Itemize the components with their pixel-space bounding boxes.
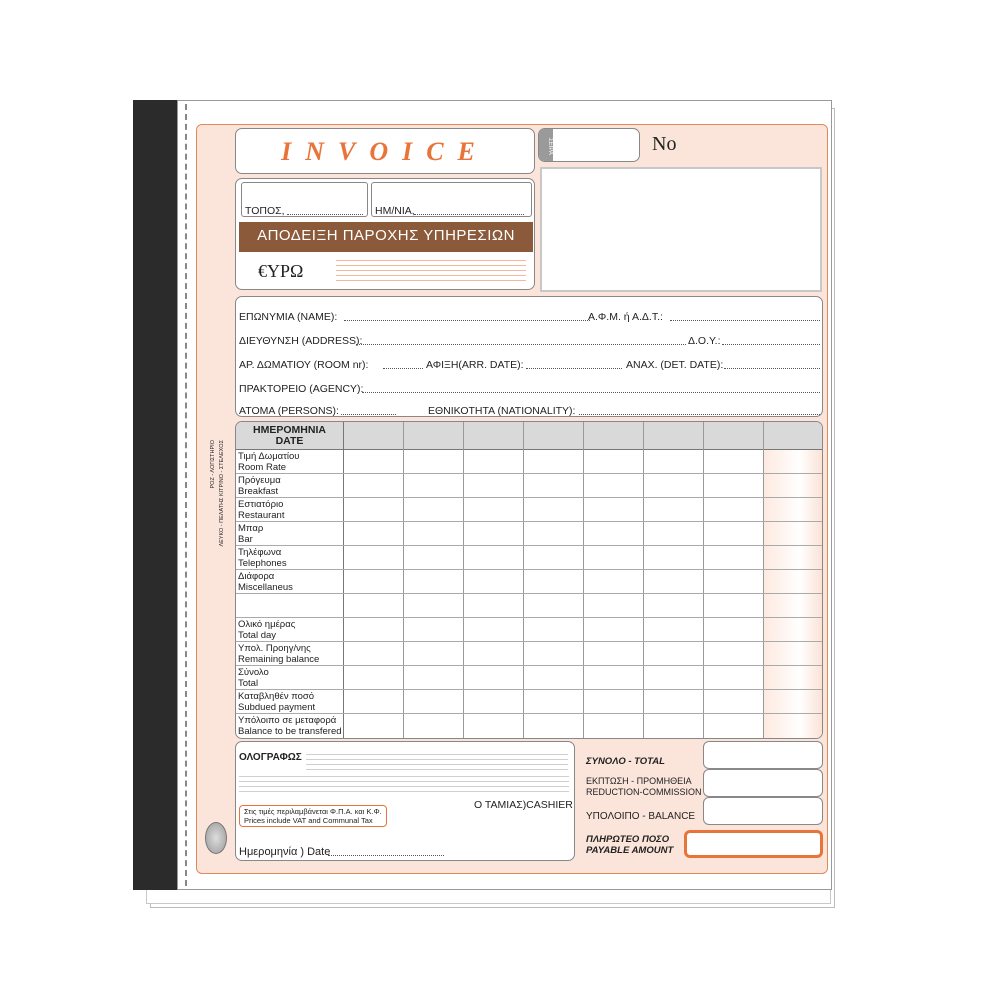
row-label-gr: Εστιατόριο — [238, 499, 284, 510]
invoice-title-box — [235, 128, 535, 174]
date-field[interactable] — [371, 182, 532, 217]
in-words-field[interactable] — [239, 772, 569, 794]
row-label-gr: Τιμή Δωματίου — [238, 451, 300, 462]
row-label-gr: Πρόγευμα — [238, 475, 281, 486]
row-label-en: Telephones — [238, 558, 287, 569]
discount-label — [586, 776, 702, 798]
row-label — [238, 571, 293, 593]
receipt-box — [235, 178, 535, 290]
table-row — [236, 546, 823, 570]
row-label-en: Total day — [238, 630, 277, 641]
row-label-en: Restaurant — [238, 510, 285, 521]
currency-line — [336, 270, 526, 271]
row-label — [238, 547, 287, 569]
cashier-label: Ο ΤΑΜΙΑΣ)CASHIER — [474, 799, 573, 811]
series-field[interactable] — [538, 128, 640, 162]
row-label — [238, 523, 263, 545]
payable-amount-field[interactable] — [684, 830, 823, 858]
copy-note-line1: ΡΟΖ - ΛΟΓΙΣΤΗΡΙΟ — [210, 440, 216, 489]
publisher-logo — [205, 822, 227, 854]
place-label: ΤΟΠΟΣ, — [245, 205, 285, 217]
row-label-gr: Υπολ. Προηγ/νης — [238, 643, 311, 654]
doy-label: Δ.Ο.Υ.: — [688, 335, 721, 347]
room-field[interactable] — [383, 359, 423, 369]
discount-label-gr: ΕΚΠΤΩΣΗ - ΠΡΟΜΗΘΕΙΑ — [586, 776, 692, 786]
agency-field[interactable] — [362, 383, 820, 393]
table-row — [236, 498, 823, 522]
row-label-en: Room Rate — [238, 462, 287, 473]
nationality-label: ΕΘΝΙΚΟΤΗΤΑ (NATIONALITY): — [428, 405, 576, 417]
row-label-gr: Σύνολο — [238, 667, 269, 678]
copy-note-line2: ΛΕΥΚΟ - ΠΕΛΑΤΗΣ ΚΙΤΡΙΝΟ - ΣΤΕΛΕΧΟΣ — [219, 440, 225, 547]
agency-label: ΠΡΑΚΤΟΡΕΙΟ (AGENCY): — [239, 383, 364, 395]
binding-spine — [133, 100, 177, 890]
row-label-en: Miscellaneus — [238, 582, 293, 593]
table-row — [236, 714, 823, 739]
customer-info-box — [235, 296, 823, 417]
total-label: ΣΥΝΟΛΟ - TOTAL — [586, 756, 665, 767]
row-label-en: Balance to be transfered — [238, 726, 342, 737]
row-label-en: Subdued payment — [238, 702, 316, 713]
row-label — [238, 451, 300, 473]
number-label: No — [652, 133, 677, 155]
currency-line — [336, 280, 526, 281]
doy-field[interactable] — [722, 335, 820, 345]
table-row — [236, 642, 823, 666]
row-label-gr: Ολικό ημέρας — [238, 619, 296, 630]
row-label-gr: Μπαρ — [238, 523, 264, 534]
row-label — [238, 691, 315, 713]
vat-note-en: Prices include VAT and Communal Tax — [244, 816, 373, 825]
invoice-title: INVOICE — [281, 137, 489, 166]
stamp-area[interactable] — [540, 167, 822, 292]
table-row — [236, 522, 823, 546]
row-label-gr: Διάφορα — [238, 571, 275, 582]
address-field[interactable] — [356, 335, 686, 345]
date-dots — [414, 205, 524, 215]
footer-date-field[interactable] — [328, 846, 444, 856]
place-dots — [287, 205, 363, 215]
room-label: ΑΡ. ΔΩΜΑΤΙΟΥ (ROOM nr): — [239, 359, 369, 371]
table-row — [236, 690, 823, 714]
row-label — [238, 499, 284, 521]
table-row — [236, 594, 823, 618]
address-label: ΔΙΕΥΘΥΝΣΗ (ADDRESS): — [239, 335, 363, 347]
payable-label-gr: ΠΛΗΡΩΤΕΟ ΠΟΣΟ — [586, 834, 670, 845]
name-label: ΕΠΩΝΥΜΙΑ (NAME): — [239, 311, 338, 323]
currency-line — [336, 260, 526, 261]
row-label — [238, 619, 295, 641]
perforation-line — [185, 104, 187, 886]
place-field[interactable] — [241, 182, 368, 217]
row-label-en: Bar — [238, 534, 253, 545]
afm-field[interactable] — [670, 311, 820, 321]
row-label — [238, 715, 342, 737]
row-label — [238, 475, 281, 497]
amount-in-words-box — [235, 741, 575, 861]
discount-field[interactable] — [703, 769, 823, 797]
arrival-field[interactable] — [526, 359, 622, 369]
row-label-en: Breakfast — [238, 486, 279, 497]
currency-line — [336, 275, 526, 276]
vat-note — [239, 805, 387, 827]
nationality-field[interactable] — [579, 405, 820, 415]
currency-line — [336, 265, 526, 266]
table-row — [236, 474, 823, 498]
copy-colors-note — [199, 440, 229, 590]
table-row — [236, 666, 823, 690]
payable-label-en: PAYABLE AMOUNT — [586, 845, 674, 856]
persons-label: ΑΤΟΜΑ (PERSONS): — [239, 405, 339, 417]
in-words-label: ΟΛΟΓΡΑΦΩΣ — [239, 752, 302, 763]
row-label — [238, 667, 269, 689]
vat-note-gr: Στις τιμές περιλαμβάνεται Φ.Π.Α. και Κ.Φ. — [244, 807, 382, 816]
date-header-gr: ΗΜΕΡΟΜΗΝΙΑ — [253, 424, 326, 436]
charges-table — [235, 421, 823, 739]
arrival-label: ΑΦΙΞΗ(ARR. DATE): — [426, 359, 524, 371]
balance-label: ΥΠΟΛΟΙΠΟ - BALANCE — [586, 811, 696, 822]
afm-label: Α.Φ.Μ. ή Α.Δ.Τ.: — [588, 311, 663, 323]
departure-field[interactable] — [724, 359, 820, 369]
table-row — [236, 450, 823, 474]
row-label-gr: Καταβληθέν ποσό — [238, 691, 315, 702]
total-field[interactable] — [703, 741, 823, 769]
row-label-en: Total — [238, 678, 259, 689]
departure-label: ΑΝΑΧ. (DET. DATE): — [626, 359, 724, 371]
date-header-en: DATE — [275, 435, 304, 447]
name-field[interactable] — [344, 311, 590, 321]
series-label: ΣΕΙΡΑ — [539, 129, 553, 162]
payable-label — [586, 834, 673, 856]
date-label: ΗΜ/ΝΙΑ, — [375, 205, 415, 217]
receipt-title-bar: ΑΠΟΔΕΙΞΗ ΠΑΡΟΧΗΣ ΥΠΗΡΕΣΙΩΝ — [239, 222, 533, 252]
table-row — [236, 618, 823, 642]
row-label-gr: Υπόλοιπο σε μεταφορά — [238, 715, 337, 726]
currency-label: €ΥΡΩ — [258, 261, 304, 281]
footer-date-label: Ημερομηνία ) Date — [239, 846, 331, 858]
date-column-header — [236, 422, 343, 450]
discount-label-en: REDUCTION-COMMISSION — [586, 787, 702, 797]
row-label-en: Remaining balance — [238, 654, 320, 665]
persons-field[interactable] — [341, 405, 396, 415]
row-label — [238, 643, 319, 665]
balance-field[interactable] — [703, 797, 823, 825]
row-label-gr: Τηλέφωνα — [238, 547, 282, 558]
table-row — [236, 570, 823, 594]
